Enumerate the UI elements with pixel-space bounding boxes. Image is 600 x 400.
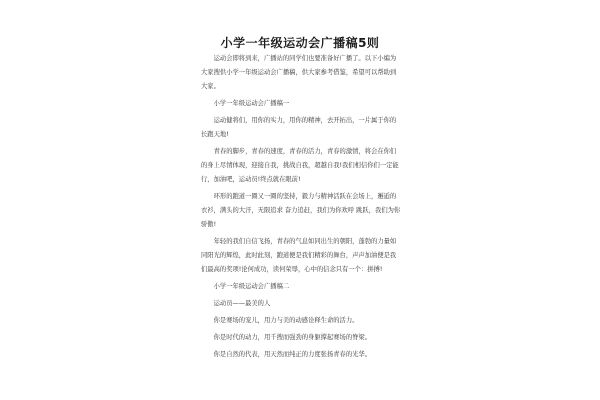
section-heading-2: 小学一年级运动会广播稿二 [213,282,290,290]
body-paragraph: 年轻的我们自信飞扬，青春的气息如同出生的朝阳，蓬勃的力量如同阳光的辉煌，此时此刻，跑道便是我们精彩的舞台，声声加油便是我们最高的奖项!论何成功，读何荣辱，心中的信念只有一个：拼搏! [201,237,397,273]
intro-paragraph: 运动会即将到来，广播站的同学们也要准备好广播了。以下小编为大家搜供小学一年级运动会广播稿，供大家参考借鉴，希望可以帮助到大家。 [201,55,397,90]
body-paragraph: 你是赛场的宠儿，用力与美的动感诠释生命的活力。 [213,316,359,324]
body-paragraph: 青春的脚步，青春的速度，青春的活力，青春的激情，将会在你们的身上尽情体现，迎接自我，挑战自我，超越自我!我们相信你们一定能行，加油吧，运动员!终点就在眼前! [201,148,399,183]
document-body [201,52,401,365]
body-paragraph: 你是时代的动力，用千搜而强劲的身躯撑起赛场的脊梁。 [213,334,372,341]
body-paragraph: 你是自然的代表，用天然而纯正的力度张扬青春的光华。 [213,351,372,359]
document-title: 小学一年级运动会广播稿5则 [220,36,380,50]
body-paragraph: 运动员——最美的人 [213,299,271,307]
section-heading-1: 小学一年级运动会广播稿一 [213,99,290,107]
body-paragraph: 运动健将们，用你的实力，用你的精神，去开拓出，一片属于你的长跑天地! [201,117,397,138]
body-paragraph: 环形的跑道一圈又一圈的坚持，毅力与精神活跃在会场上，邂逅的衣衫，满头的大汗，无限追求 奋力追赶，我们为你欢呼 跳跃，我们为你骄傲! [201,192,401,228]
